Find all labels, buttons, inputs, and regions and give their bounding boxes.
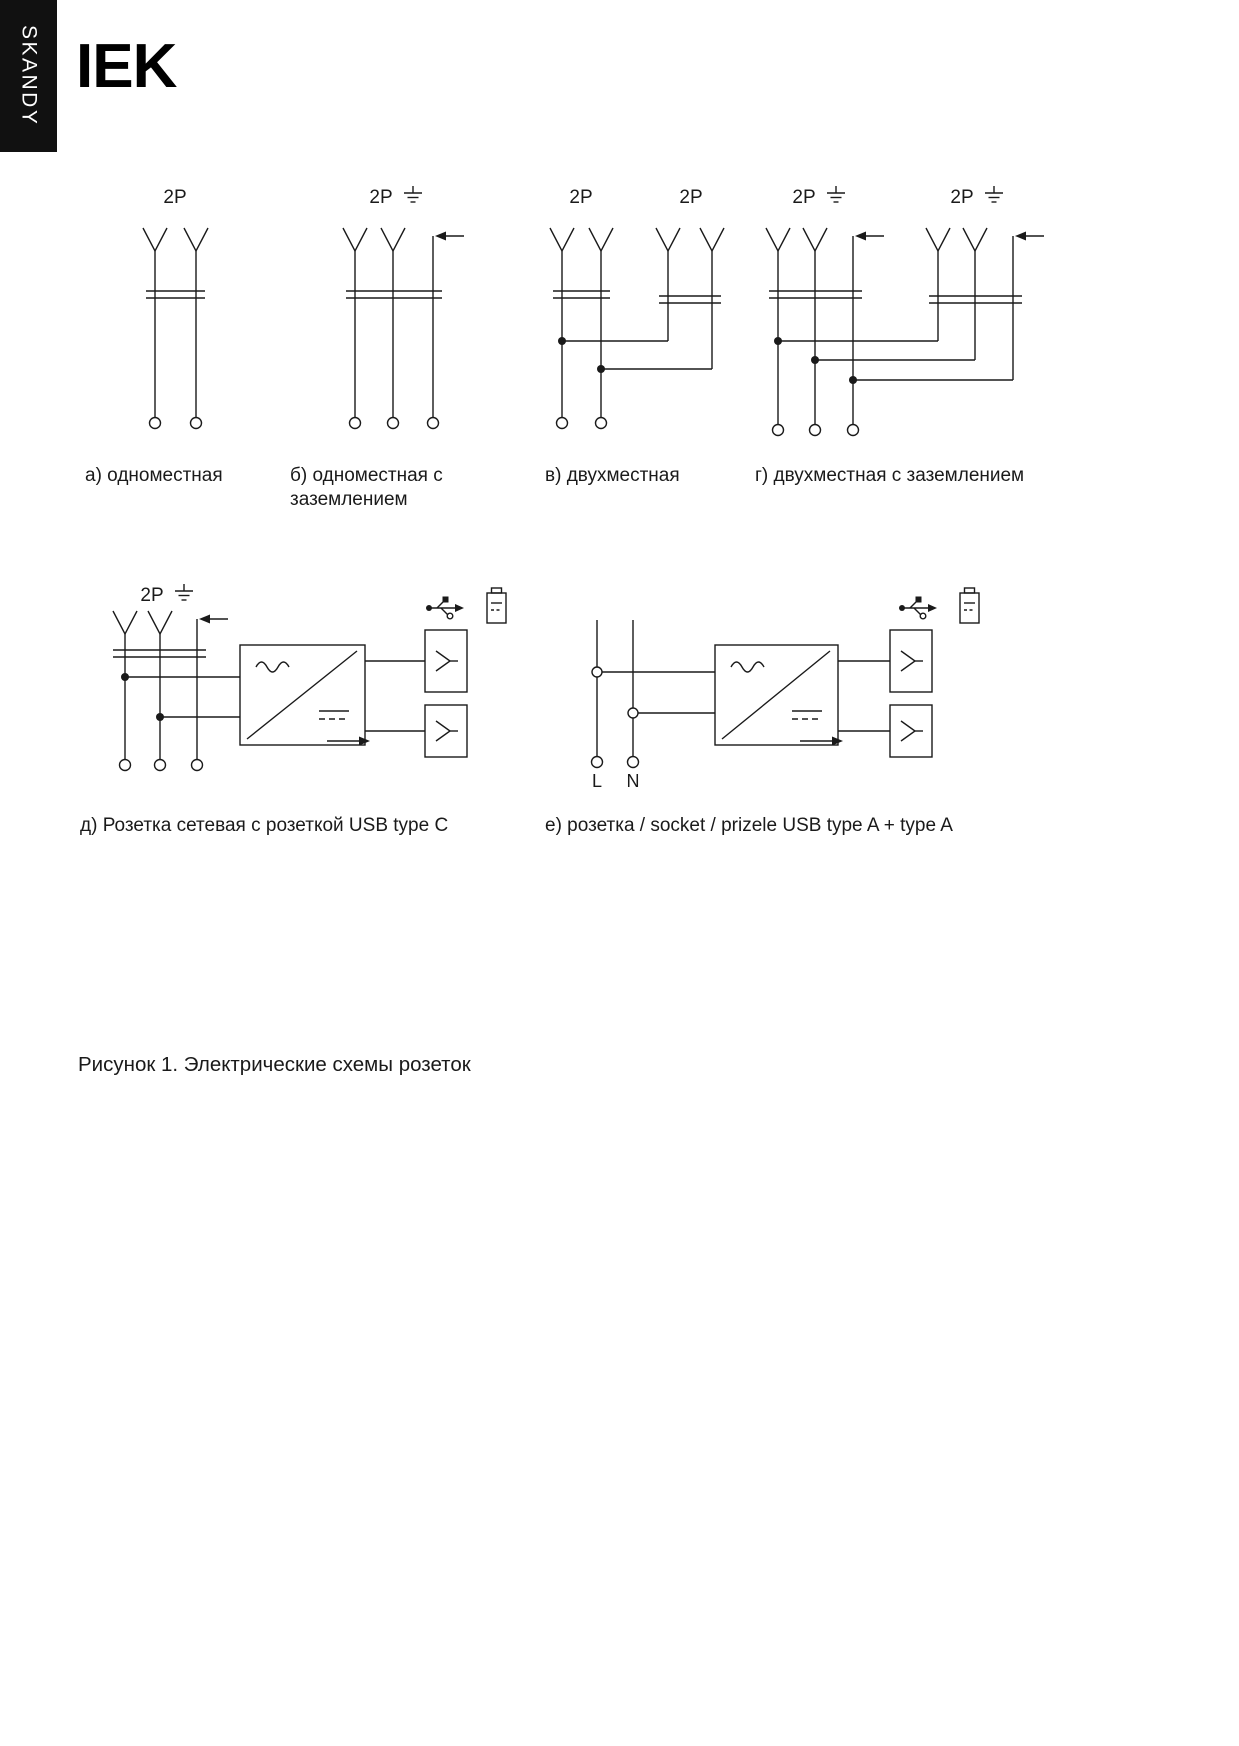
diagram-g-graphic bbox=[766, 228, 1044, 436]
terminal bbox=[120, 760, 131, 771]
terminal bbox=[192, 760, 203, 771]
diagram-d bbox=[80, 584, 506, 836]
tag-2p: 2P bbox=[369, 187, 393, 208]
earth-symbol-icon bbox=[175, 584, 193, 600]
terminal bbox=[350, 418, 361, 429]
junction-dot bbox=[811, 356, 819, 364]
usb-output-box bbox=[425, 705, 467, 757]
contact-fork-icon bbox=[700, 228, 724, 251]
contact-fork-icon bbox=[803, 228, 827, 251]
diagram-e-graphic bbox=[592, 620, 933, 768]
diagram-v-graphic bbox=[550, 228, 724, 429]
contact-fork-icon bbox=[343, 228, 367, 251]
contact-fork-icon bbox=[148, 611, 172, 634]
usb-icon bbox=[426, 597, 464, 619]
socket-contact-icon bbox=[436, 721, 450, 741]
usb-icon bbox=[899, 597, 937, 619]
contact-fork-icon bbox=[589, 228, 613, 251]
terminal bbox=[773, 425, 784, 436]
socket-contact-icon bbox=[901, 721, 915, 741]
terminal bbox=[388, 418, 399, 429]
terminal bbox=[592, 757, 603, 768]
usb-output-box bbox=[425, 630, 467, 692]
diagram-v bbox=[545, 187, 724, 486]
tag-2p: 2P bbox=[679, 187, 703, 208]
junction-dot bbox=[558, 337, 566, 345]
terminal-label-l: L bbox=[591, 771, 603, 791]
battery-icon bbox=[960, 588, 979, 623]
contact-fork-icon bbox=[656, 228, 680, 251]
diagram-g bbox=[755, 186, 1044, 486]
diagram-g-label: г) двухместная с заземлением bbox=[755, 465, 1025, 486]
terminal bbox=[810, 425, 821, 436]
usb-output-box bbox=[890, 630, 932, 692]
terminal bbox=[596, 418, 607, 429]
contact-fork-icon bbox=[143, 228, 167, 251]
brand-vertical-label: SKANDY bbox=[17, 25, 41, 127]
diagram-a-label: а) одноместная bbox=[85, 465, 223, 486]
terminal bbox=[557, 418, 568, 429]
diagram-b-label-line2: заземлением bbox=[290, 489, 408, 510]
junction-dot bbox=[774, 337, 782, 345]
contact-fork-icon bbox=[381, 228, 405, 251]
earth-symbol-icon bbox=[404, 186, 422, 202]
diagram-d-label: д) Розетка сетевая с розеткой USB type C bbox=[80, 815, 449, 836]
earth-contact-arrowhead-icon bbox=[1015, 232, 1026, 241]
junction-dot bbox=[156, 713, 164, 721]
terminal-label-n: N bbox=[626, 771, 640, 791]
diagram-e bbox=[545, 588, 979, 836]
earth-contact-arrowhead-icon bbox=[199, 615, 210, 624]
tag-2p: 2P bbox=[569, 187, 593, 208]
ac-sine-icon bbox=[731, 662, 764, 672]
junction-dot bbox=[849, 376, 857, 384]
tag-2p: 2P bbox=[792, 187, 816, 208]
converter-divider bbox=[247, 651, 357, 739]
contact-fork-icon bbox=[113, 611, 137, 634]
terminal bbox=[628, 757, 639, 768]
tap-terminal bbox=[628, 708, 638, 718]
junction-dot bbox=[121, 673, 129, 681]
diagram-e-label: е) розетка / socket / prizele USB type A + type A bbox=[545, 815, 953, 836]
earth-contact-arrowhead-icon bbox=[855, 232, 866, 241]
terminal bbox=[150, 418, 161, 429]
junction-dot bbox=[597, 365, 605, 373]
terminal bbox=[428, 418, 439, 429]
usb-output-box bbox=[890, 705, 932, 757]
earth-contact-arrowhead-icon bbox=[435, 232, 446, 241]
tag-2p: 2P bbox=[163, 187, 187, 208]
socket-contact-icon bbox=[436, 651, 450, 671]
earth-symbol-icon bbox=[827, 186, 845, 202]
terminal bbox=[155, 760, 166, 771]
contact-fork-icon bbox=[766, 228, 790, 251]
contact-fork-icon bbox=[184, 228, 208, 251]
tap-terminal bbox=[592, 667, 602, 677]
figure-caption: Рисунок 1. Электрические схемы розеток bbox=[78, 1053, 471, 1076]
terminal bbox=[848, 425, 859, 436]
diagram-b-graphic bbox=[343, 228, 464, 429]
diagram-d-graphic bbox=[113, 611, 467, 771]
diagram-b-label-line1: б) одноместная с bbox=[290, 465, 443, 486]
diagram-a bbox=[85, 187, 223, 486]
earth-symbol-icon bbox=[985, 186, 1003, 202]
diagram-b bbox=[290, 186, 464, 510]
tag-2p: 2P bbox=[140, 585, 164, 606]
tag-2p: 2P bbox=[950, 187, 974, 208]
ac-sine-icon bbox=[256, 662, 289, 672]
contact-fork-icon bbox=[926, 228, 950, 251]
contact-fork-icon bbox=[963, 228, 987, 251]
socket-contact-icon bbox=[901, 651, 915, 671]
converter-divider bbox=[722, 651, 830, 739]
iek-logo-text: IEK bbox=[76, 32, 177, 101]
terminal bbox=[191, 418, 202, 429]
battery-icon bbox=[487, 588, 506, 623]
diagram-v-label: в) двухместная bbox=[545, 465, 680, 486]
diagram-a-graphic bbox=[143, 228, 208, 429]
contact-fork-icon bbox=[550, 228, 574, 251]
